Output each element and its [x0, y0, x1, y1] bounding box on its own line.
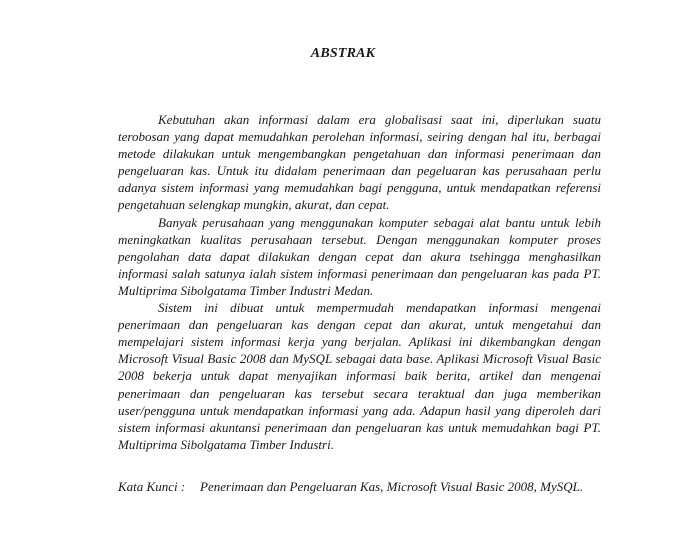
keywords-label: Kata Kunci : — [118, 479, 186, 494]
abstract-title: ABSTRAK — [310, 46, 376, 61]
abstract-body — [118, 111, 601, 453]
abstract-paragraph-3: Sistem ini dibuat untuk mempermudah mendapatkan informasi mengenai penerimaan dan pengeluaran kas dengan cepat dan akurat, untuk mengetahui dan mempelajari sistem informasi kerja yang berjalan. Aplikasi ini dikembangkan dengan Microsoft Visual Basic 2008 dan MySQL sebagai data base. Aplikasi Microsoft Visual Basic 2008 bekerja untuk dapat menyajikan informasi baik berita, artikel dan mengenai penerimaan dan pengeluaran kas tersebut secara teraktual dan juga memberikan user/pengguna untuk mendapatkan informasi yang ada. Adapun hasil yang diperoleh dari sistem informasi akuntansi penerimaan dan pengeluaran kas untuk memudahkan bagi PT. Multiprima Sibolgatama Timber Industri. — [118, 300, 601, 452]
abstract-paragraph-2: Banyak perusahaan yang menggunakan komputer sebagai alat bantu untuk lebih meningkatkan kualitas perusahaan tersebut. Dengan menggunakan komputer proses pengolahan data dapat dilakukan dengan cepat dan akura tsehingga menghasilkan informasi salah satunya ialah sistem informasi penerimaan dan pengeluaran kas pada PT. Multiprima Sibolgatama Timber Industri Medan. — [118, 214, 601, 298]
keywords-section — [118, 478, 601, 496]
abstract-paragraph-1: Kebutuhan akan informasi dalam era globalisasi saat ini, diperlukan suatu terobosan yang dapat memudahkan perolehan informasi, seiring dengan hal itu, berbagai metode dilakukan untuk mengembangkan pengetahuan dan informasi penerimaan dan pengeluaran kas. Untuk itu didalam penerimaan dan pegeluaran kas perusahaan perlu adanya sistem informasi yang memudahkan bagi pengguna, untuk mendapatkan referensi pengetahuan selengkap mungkin, akurat, dan cepat. — [118, 112, 601, 213]
keywords-text: Penerimaan dan Pengeluaran Kas, Microsoft Visual Basic 2008, MySQL. — [200, 479, 584, 494]
